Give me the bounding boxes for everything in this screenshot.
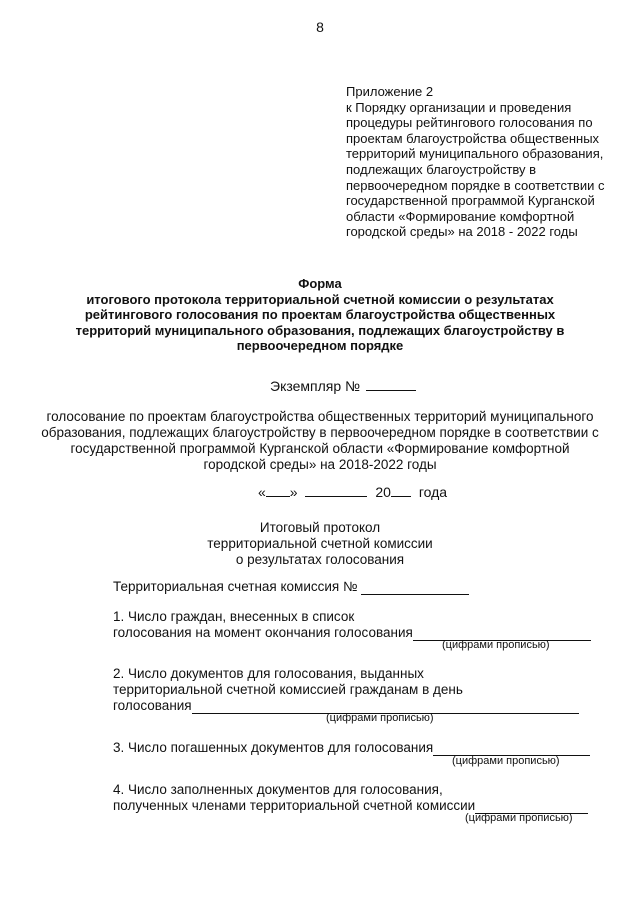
date-line <box>258 484 447 500</box>
field-2-hint: (цифрами прописью) <box>326 712 434 724</box>
year-suffix: года <box>418 484 448 500</box>
form-title-line: итогового протокола территориальной счетной комиссии о результатах <box>86 291 554 307</box>
protocol-title-line: территориальной счетной комиссии <box>207 536 433 551</box>
appendix-line: подлежащих благоустройству в <box>346 161 537 177</box>
field-4-line: полученных членами территориальной счетной комиссии <box>113 798 476 813</box>
field-1-line: 1. Число граждан, внесенных в список <box>113 609 355 624</box>
field-3 <box>113 740 590 756</box>
copy-number-blank[interactable] <box>366 389 416 391</box>
voting-description-line: голосование по проектам благоустройства общественных территорий муниципального <box>46 409 594 424</box>
field-2-line: 2. Число документов для голосования, выданных <box>113 666 424 681</box>
form-title <box>0 276 640 354</box>
field-1 <box>113 609 591 641</box>
field-2-line: голосования <box>113 698 192 713</box>
field-1-line: голосования на момент окончания голосования <box>113 625 413 640</box>
form-title-line: Форма <box>298 276 342 291</box>
voting-description-line: образования, подлежащих благоустройству в первоочередном порядке в соответствии с <box>41 425 599 440</box>
field-1-hint: (цифрами прописью) <box>442 639 550 651</box>
field-2-line: территориальной счетной комиссией гражданам в день <box>113 682 463 697</box>
commission-number-blank[interactable] <box>361 582 469 595</box>
field-2 <box>113 666 579 714</box>
copy-number-line <box>270 378 416 394</box>
field-3-line: 3. Число погашенных документов для голосования <box>113 740 434 755</box>
form-title-line: первоочередном порядке <box>236 338 404 354</box>
date-close-quote: » <box>289 484 298 500</box>
commission-number-label: Территориальная счетная комиссия № <box>113 579 358 594</box>
appendix-line: процедуры рейтингового голосования по <box>346 115 593 131</box>
year-prefix: 20 <box>375 484 391 500</box>
field-4-hint: (цифрами прописью) <box>465 812 573 824</box>
voting-description-line: городской среды» на 2018-2022 годы <box>203 457 437 472</box>
appendix-header <box>346 84 616 240</box>
month-blank[interactable] <box>305 495 367 497</box>
copy-number-label: Экземпляр № <box>270 378 361 394</box>
appendix-line: области «Формирование комфортной <box>346 208 575 224</box>
appendix-line: первоочередном порядке в соответствии с <box>346 177 605 193</box>
form-title-line: территорий муниципального образования, подлежащих благоустройству в <box>75 322 565 338</box>
appendix-line: государственной программой Курганской <box>346 193 595 209</box>
appendix-line: проектам благоустройства общественных <box>346 130 600 146</box>
appendix-line: территорий муниципального образования, <box>346 146 604 162</box>
voting-description-line: государственной программой Курганской области «Формирование комфортной <box>70 441 570 456</box>
voting-description <box>0 409 640 473</box>
protocol-title <box>0 520 640 568</box>
form-title-line: рейтингового голосования по проектам благоустройства общественных <box>84 307 556 323</box>
protocol-title-line: Итоговый протокол <box>259 520 381 535</box>
appendix-line: городской среды» на 2018 - 2022 годы <box>346 224 578 240</box>
field-4 <box>113 782 588 814</box>
day-blank[interactable] <box>266 495 290 497</box>
protocol-title-line: о результатах голосования <box>235 552 405 567</box>
commission-number-field <box>113 579 469 595</box>
appendix-line: к Порядку организации и проведения <box>346 99 572 115</box>
page-number: 8 <box>316 19 324 35</box>
date-open-quote: « <box>258 484 266 500</box>
field-3-hint: (цифрами прописью) <box>452 755 560 767</box>
year-blank[interactable] <box>391 495 411 497</box>
field-4-line: 4. Число заполненных документов для голосования, <box>113 782 443 797</box>
appendix-line: Приложение 2 <box>346 84 434 99</box>
